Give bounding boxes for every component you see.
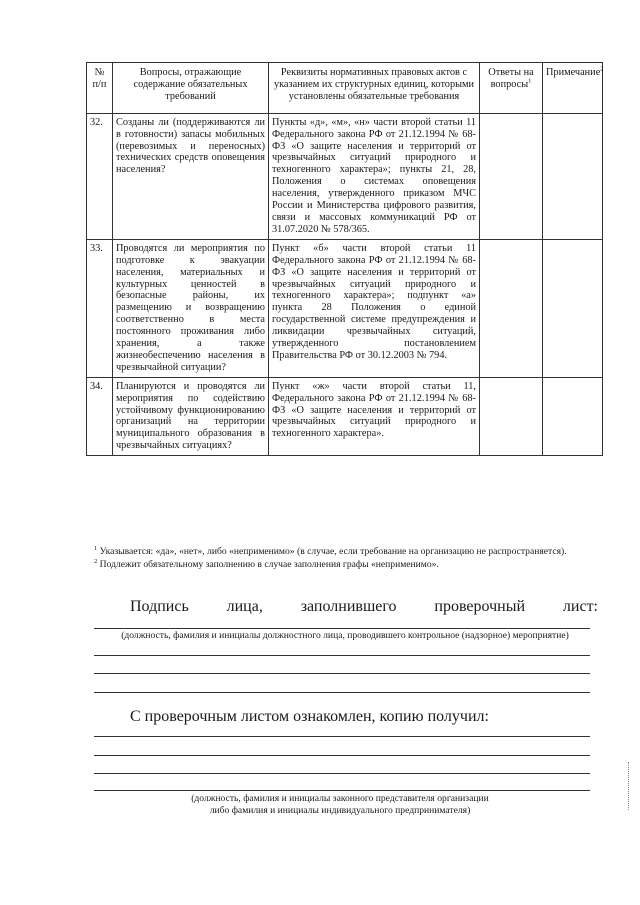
acknowledgement-line-2[interactable]: [94, 755, 590, 756]
row-question: Созданы ли (поддерживаются ли в готовности) запасы мобильных (перевозимых и переносных) технических средств оповещения населения?: [113, 113, 269, 239]
row-num: 33.: [87, 239, 113, 377]
header-requisites: Реквизиты нормативных правовых актов с указанием их структурных единиц, которыми установлены обязательные требования: [269, 63, 480, 114]
header-notes: [543, 63, 603, 114]
footnote-2: [86, 558, 602, 571]
row-note-cell[interactable]: [543, 239, 603, 377]
table-row: [87, 377, 603, 455]
header-notes-footnote-mark: 2: [600, 65, 604, 73]
row-requisites: Пункт «ж» части второй статьи 11, Федерального закона РФ от 21.12.1994 № 68-ФЗ «О защите населения и территорий от чрезвычайных ситуаций природного и техногенного характера».: [269, 377, 480, 455]
footnote-1: [86, 545, 602, 558]
signature-line-1[interactable]: [94, 628, 590, 629]
row-answer-cell[interactable]: [480, 113, 543, 239]
row-question: Планируются и проводятся ли мероприятия по содействию устойчивому функционированию организаций на территории муниципального образования в чрезвычайных ситуациях?: [113, 377, 269, 455]
row-note-cell[interactable]: [543, 377, 603, 455]
row-requisites: Пункты «д», «м», «н» части второй статьи 11 Федерального закона РФ от 21.12.1994 № 68-ФЗ «О защите населения и территорий от чрезвычайных ситуаций природного и техногенного характера»; пункты 21, 28, Положения о системах оповещения населения, утвержденного приказом МЧС России и Министерства цифрового развития, связи и массовых коммуникаций РФ от 31.07.2020 № 578/365.: [269, 113, 480, 239]
acknowledgement-caption-line-1: (должность, фамилия и инициалы законного представителя организации: [191, 793, 489, 804]
acknowledgement-line-1[interactable]: [94, 736, 590, 737]
row-requisites: Пункт «б» части второй статьи 11 Федерального закона РФ от 21.12.1994 № 68-ФЗ «О защите населения и территорий от чрезвычайных ситуаций природного и техногенного характера»; подпункт «а» пункта 28 Положения о единой государственной системе предупреждения и ликвидации чрезвычайных ситуаций, утвержденного постановлением Правительства РФ от 30.12.2003 № 794.: [269, 239, 480, 377]
footnote-2-mark: 2: [94, 557, 98, 565]
row-question: Проводятся ли мероприятия по подготовке к эвакуации населения, материальных и культурных ценностей в безопасные районы, их размещению и возвращению соответственно в места постоянного проживания либо хранения, а также жизнеобеспечению населения в чрезвычайной ситуации?: [113, 239, 269, 377]
acknowledgement-line-4[interactable]: [94, 790, 590, 791]
signature-line-2[interactable]: [94, 655, 590, 656]
acknowledgement-title: С проверочным листом ознакомлен, копию получил:: [130, 708, 489, 725]
signature-title: Подпись лица, заполнившего проверочный лист:: [130, 598, 598, 615]
row-num: 32.: [87, 113, 113, 239]
acknowledgement-caption-line-2: либо фамилия и инициалы индивидуального предпринимателя): [209, 805, 471, 816]
footnotes: [86, 545, 602, 571]
row-answer-cell[interactable]: [480, 377, 543, 455]
header-answers-footnote-mark: 1: [528, 77, 532, 85]
footnote-1-mark: 1: [94, 544, 98, 552]
table-row: [87, 239, 603, 377]
signature-line-4[interactable]: [94, 692, 590, 693]
signature-line-3[interactable]: [94, 673, 590, 674]
row-answer-cell[interactable]: [480, 239, 543, 377]
checklist-table: [86, 62, 603, 456]
acknowledgement-line-3[interactable]: [94, 773, 590, 774]
footnote-1-text: Указывается: «да», «нет», либо «неприменимо» (в случае, если требование на организацию не распространяется).: [99, 546, 567, 557]
row-num: 34.: [87, 377, 113, 455]
header-num: № п/п: [87, 63, 113, 114]
header-questions: Вопросы, отражающие содержание обязательных требований: [113, 63, 269, 114]
row-note-cell[interactable]: [543, 113, 603, 239]
header-answers: [480, 63, 543, 114]
header-answers-label: Ответы на вопросы: [488, 67, 534, 90]
table-header-row: [87, 63, 603, 114]
scan-edge-mark: [628, 762, 631, 810]
signature-caption: (должность, фамилия и инициалы должностного лица, проводившего контрольное (надзорное) мероприятие): [121, 630, 569, 641]
header-notes-label: Примечание: [546, 67, 601, 78]
table-row: [87, 113, 603, 239]
footnote-2-text: Подлежит обязательному заполнению в случае заполнения графы «неприменимо».: [99, 559, 439, 570]
